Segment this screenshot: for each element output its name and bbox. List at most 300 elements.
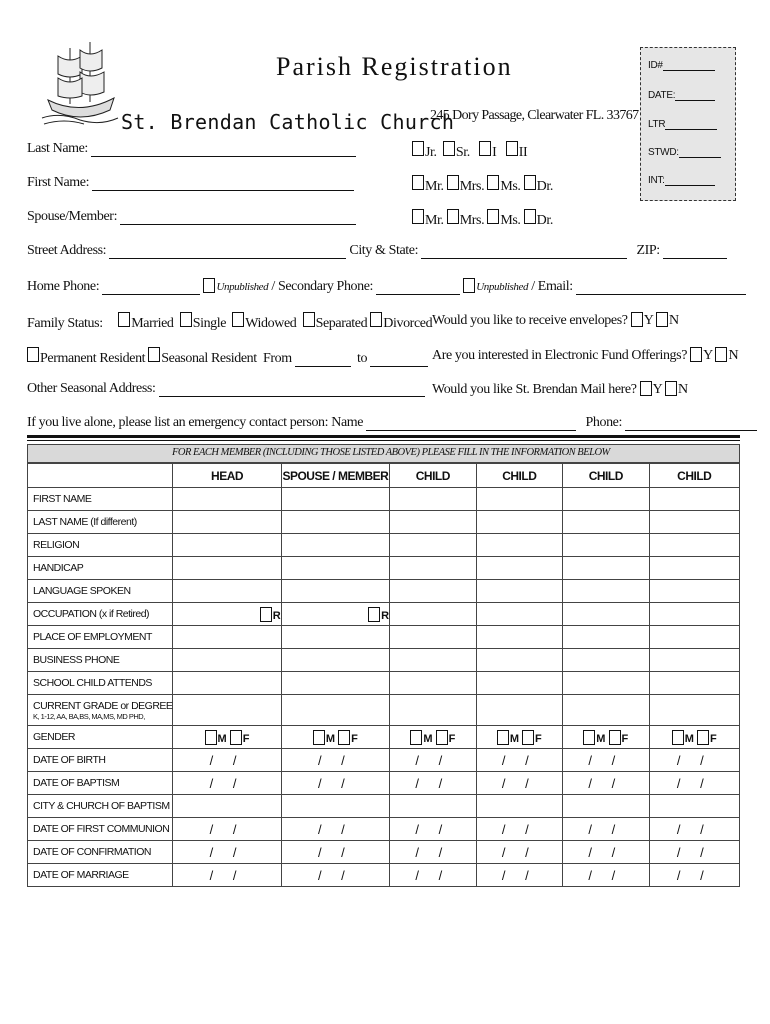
permanent-resident-label: Permanent Resident	[40, 351, 146, 366]
member-cell[interactable]	[476, 772, 562, 795]
member-cell[interactable]	[476, 818, 562, 841]
row-label	[28, 649, 173, 672]
section-divider-thin	[27, 440, 740, 441]
home-unpublished-label: Unpublished	[216, 281, 269, 293]
mrs-label: Mrs.	[459, 179, 485, 194]
member-cell[interactable]	[173, 749, 281, 772]
male-checkbox[interactable]	[672, 730, 684, 745]
table-row	[28, 772, 740, 795]
spouse-field[interactable]	[120, 211, 356, 225]
date-slashes: / /	[588, 752, 624, 768]
member-cell[interactable]	[476, 672, 562, 695]
eft-question	[432, 347, 738, 364]
member-cell[interactable]	[390, 818, 476, 841]
date-slashes: / /	[317, 775, 353, 791]
member-cell[interactable]	[173, 695, 281, 726]
member-table	[27, 463, 740, 887]
first-name-field[interactable]	[92, 177, 354, 191]
married-label: Married	[131, 316, 174, 331]
row-label-text: HANDICAP	[33, 562, 84, 574]
date-slashes: / /	[588, 867, 624, 883]
row-label	[28, 795, 173, 818]
female-checkbox[interactable]	[338, 730, 350, 745]
address-row	[27, 243, 727, 259]
member-cell[interactable]	[390, 749, 476, 772]
row-label-text: DATE OF BAPTISM	[33, 777, 120, 789]
member-cell[interactable]	[649, 772, 739, 795]
member-cell[interactable]	[173, 672, 281, 695]
spouse-mr-label: Mr.	[425, 213, 444, 228]
from-field[interactable]	[295, 353, 351, 367]
member-cell[interactable]	[390, 626, 476, 649]
member-cell[interactable]	[563, 749, 649, 772]
member-cell[interactable]	[173, 534, 281, 557]
male-label: M	[596, 732, 606, 745]
member-cell[interactable]	[563, 841, 649, 864]
male-label: M	[217, 732, 227, 745]
phone-row	[27, 278, 746, 295]
widowed-label: Widowed	[245, 316, 297, 331]
office-use-box	[640, 47, 736, 201]
member-cell[interactable]	[390, 488, 476, 511]
member-cell[interactable]	[476, 488, 562, 511]
jr-label: Jr.	[425, 145, 437, 160]
member-cell[interactable]	[390, 695, 476, 726]
date-slashes: / /	[415, 775, 451, 791]
home-phone-label: Home Phone:	[27, 279, 100, 294]
member-cell[interactable]	[563, 726, 649, 749]
row-label-text: RELIGION	[33, 539, 80, 551]
male-checkbox[interactable]	[583, 730, 595, 745]
date-slashes: / /	[415, 752, 451, 768]
seasonal-resident-checkbox[interactable]	[148, 347, 160, 362]
col-spouse: SPOUSE / MEMBER	[281, 464, 389, 488]
row-label	[28, 864, 173, 887]
home-unpublished-checkbox[interactable]	[203, 278, 215, 293]
row-label	[28, 726, 173, 749]
row-label	[28, 695, 173, 726]
row-label-text: CURRENT GRADE or DEGREE	[33, 699, 173, 712]
spouse-dr-checkbox[interactable]	[524, 209, 536, 224]
mail-question	[432, 381, 688, 398]
row-label	[28, 580, 173, 603]
member-cell[interactable]	[390, 557, 476, 580]
row-label	[28, 772, 173, 795]
spouse-row	[27, 209, 356, 225]
female-checkbox[interactable]	[609, 730, 621, 745]
member-cell[interactable]	[649, 534, 739, 557]
stwd-label: STWD:	[648, 147, 679, 158]
row-label-text: BUSINESS PHONE	[33, 654, 120, 666]
emergency-name-field[interactable]	[366, 417, 576, 431]
member-cell[interactable]	[281, 603, 389, 626]
spouse-label: Spouse/Member:	[27, 209, 118, 224]
date-slashes: / /	[415, 844, 451, 860]
female-checkbox[interactable]	[697, 730, 709, 745]
member-cell[interactable]	[649, 603, 739, 626]
date-slashes: / /	[676, 752, 712, 768]
female-label: F	[621, 732, 629, 745]
row-label	[28, 603, 173, 626]
col-head: HEAD	[173, 464, 281, 488]
ii-checkbox[interactable]	[506, 141, 518, 156]
member-cell[interactable]	[390, 772, 476, 795]
member-cell[interactable]	[563, 580, 649, 603]
member-cell[interactable]	[649, 580, 739, 603]
spouse-mrs-checkbox[interactable]	[447, 209, 459, 224]
row-label	[28, 841, 173, 864]
eft-yes-label: Y	[703, 348, 713, 363]
envelopes-question	[432, 312, 679, 329]
title-options-2	[412, 209, 553, 229]
church-name: St. Brendan Catholic Church	[121, 110, 455, 134]
ii-label: II	[518, 145, 528, 160]
member-cell[interactable]	[173, 726, 281, 749]
separated-checkbox[interactable]	[303, 312, 315, 327]
member-cell[interactable]	[563, 603, 649, 626]
member-cell[interactable]	[563, 534, 649, 557]
row-label	[28, 511, 173, 534]
residency-row	[27, 347, 428, 367]
married-checkbox[interactable]	[118, 312, 130, 327]
ms-checkbox[interactable]	[487, 175, 499, 190]
sr-checkbox[interactable]	[443, 141, 455, 156]
row-label	[28, 818, 173, 841]
table-row	[28, 726, 740, 749]
row-label-text: LAST NAME (If different)	[33, 516, 137, 528]
member-cell[interactable]	[476, 841, 562, 864]
member-cell[interactable]	[390, 649, 476, 672]
member-cell[interactable]	[476, 511, 562, 534]
envelopes-no-label: N	[669, 313, 679, 328]
retired-label: R	[272, 609, 281, 622]
home-phone-field[interactable]	[102, 281, 200, 295]
col-child-1: CHILD	[390, 464, 476, 488]
to-label: to	[357, 351, 368, 366]
member-cell[interactable]	[173, 772, 281, 795]
member-cell[interactable]	[476, 749, 562, 772]
secondary-unpublished-checkbox[interactable]	[463, 278, 475, 293]
male-checkbox[interactable]	[410, 730, 422, 745]
mr-checkbox[interactable]	[412, 175, 424, 190]
seasonal-resident-label: Seasonal Resident	[161, 351, 257, 366]
mrs-checkbox[interactable]	[447, 175, 459, 190]
member-cell[interactable]	[281, 841, 389, 864]
member-cell[interactable]	[390, 672, 476, 695]
member-cell[interactable]	[281, 488, 389, 511]
member-cell[interactable]	[390, 841, 476, 864]
row-label	[28, 557, 173, 580]
col-child-2: CHILD	[476, 464, 562, 488]
divorced-checkbox[interactable]	[370, 312, 382, 327]
date-slashes: / /	[415, 867, 451, 883]
member-cell[interactable]	[281, 864, 389, 887]
date-slashes: / /	[501, 867, 537, 883]
row-label-text: PLACE OF EMPLOYMENT	[33, 631, 152, 643]
member-cell[interactable]	[476, 557, 562, 580]
member-cell[interactable]	[649, 511, 739, 534]
spouse-ms-checkbox[interactable]	[487, 209, 499, 224]
member-cell[interactable]	[281, 818, 389, 841]
table-row	[28, 749, 740, 772]
date-slashes: / /	[588, 775, 624, 791]
member-cell[interactable]	[563, 795, 649, 818]
secondary-phone-field[interactable]	[376, 281, 460, 295]
zip-field[interactable]	[663, 245, 727, 259]
member-cell[interactable]	[476, 603, 562, 626]
mail-yes-checkbox[interactable]	[640, 381, 652, 396]
table-row	[28, 795, 740, 818]
member-cell[interactable]	[476, 626, 562, 649]
female-label: F	[448, 732, 456, 745]
date-slashes: / /	[317, 844, 353, 860]
retired-checkbox[interactable]	[260, 607, 272, 622]
eft-yes-checkbox[interactable]	[690, 347, 702, 362]
single-label: Single	[192, 316, 227, 331]
first-name-label: First Name:	[27, 175, 90, 190]
member-cell[interactable]	[281, 557, 389, 580]
male-label: M	[325, 732, 336, 745]
int-label: INT:	[648, 175, 665, 186]
from-label: From	[262, 351, 292, 366]
last-name-row	[27, 141, 356, 157]
table-row	[28, 511, 740, 534]
section-divider	[27, 435, 740, 438]
row-label-text: DATE OF BIRTH	[33, 754, 106, 766]
member-cell[interactable]	[390, 580, 476, 603]
ms-label: Ms.	[500, 179, 521, 194]
date-slashes: / /	[588, 821, 624, 837]
street-field[interactable]	[109, 245, 346, 259]
date-slashes: / /	[676, 844, 712, 860]
table-row	[28, 649, 740, 672]
member-cell[interactable]	[563, 672, 649, 695]
member-cell[interactable]	[281, 511, 389, 534]
member-cell[interactable]	[173, 818, 281, 841]
row-label-text: SCHOOL CHILD ATTENDS	[33, 677, 152, 689]
member-cell[interactable]	[281, 749, 389, 772]
member-cell[interactable]	[173, 864, 281, 887]
date-slashes: / /	[209, 867, 245, 883]
member-cell[interactable]	[173, 603, 281, 626]
i-label: I	[492, 145, 497, 160]
id-label: ID#	[648, 60, 663, 71]
member-cell[interactable]	[281, 726, 389, 749]
date-label: DATE:	[648, 90, 676, 101]
member-cell[interactable]	[173, 649, 281, 672]
first-name-row	[27, 175, 354, 191]
member-cell[interactable]	[281, 649, 389, 672]
envelopes-yes-label: Y	[643, 313, 653, 328]
member-cell[interactable]	[281, 772, 389, 795]
member-cell[interactable]	[390, 534, 476, 557]
retired-checkbox[interactable]	[368, 607, 380, 622]
col-child-3: CHILD	[563, 464, 649, 488]
dr-checkbox[interactable]	[524, 175, 536, 190]
date-slashes: / /	[676, 867, 712, 883]
female-checkbox[interactable]	[522, 730, 534, 745]
table-row	[28, 626, 740, 649]
permanent-resident-checkbox[interactable]	[27, 347, 39, 362]
date-slashes: / /	[209, 752, 245, 768]
jr-checkbox[interactable]	[412, 141, 424, 156]
widowed-checkbox[interactable]	[232, 312, 244, 327]
female-checkbox[interactable]	[436, 730, 448, 745]
member-cell[interactable]	[281, 626, 389, 649]
row-label-text: DATE OF FIRST COMMUNION	[33, 823, 170, 835]
sr-label: Sr.	[455, 145, 470, 160]
eft-no-checkbox[interactable]	[715, 347, 727, 362]
member-cell[interactable]	[563, 772, 649, 795]
member-cell[interactable]	[649, 726, 739, 749]
city-state-label: City & State:	[349, 243, 419, 258]
member-cell[interactable]	[649, 695, 739, 726]
spouse-dr-label: Dr.	[536, 213, 553, 228]
secondary-unpublished-label: Unpublished	[476, 281, 529, 293]
member-cell[interactable]	[390, 795, 476, 818]
row-label-text: DATE OF CONFIRMATION	[33, 846, 151, 858]
member-cell[interactable]	[563, 649, 649, 672]
table-row	[28, 557, 740, 580]
member-cell[interactable]	[476, 649, 562, 672]
member-cell[interactable]	[173, 580, 281, 603]
member-cell[interactable]	[476, 795, 562, 818]
member-cell[interactable]	[563, 864, 649, 887]
to-field[interactable]	[370, 353, 428, 367]
member-cell[interactable]	[649, 864, 739, 887]
emergency-row	[27, 415, 757, 431]
member-cell[interactable]	[649, 795, 739, 818]
i-checkbox[interactable]	[479, 141, 491, 156]
row-label-text: FIRST NAME	[33, 493, 92, 505]
grade-hint: K, 1-12, AA, BA,BS, MA,MS, MD PHD,	[33, 711, 145, 721]
table-row	[28, 580, 740, 603]
member-cell[interactable]	[476, 695, 562, 726]
row-label	[28, 534, 173, 557]
member-cell[interactable]	[649, 488, 739, 511]
member-cell[interactable]	[649, 672, 739, 695]
envelopes-yes-checkbox[interactable]	[631, 312, 643, 327]
other-seasonal-label: Other Seasonal Address:	[27, 381, 156, 396]
male-label: M	[509, 732, 519, 745]
member-cell[interactable]	[563, 557, 649, 580]
row-label-text: GENDER	[33, 731, 75, 743]
male-checkbox[interactable]	[497, 730, 509, 745]
female-label: F	[710, 732, 717, 745]
other-seasonal-row	[27, 381, 425, 397]
emergency-phone-field[interactable]	[625, 417, 757, 431]
member-cell[interactable]	[649, 557, 739, 580]
zip-label: ZIP:	[636, 243, 660, 258]
member-cell[interactable]	[476, 534, 562, 557]
table-row	[28, 695, 740, 726]
city-state-field[interactable]	[421, 245, 627, 259]
member-cell[interactable]	[390, 603, 476, 626]
member-cell[interactable]	[649, 626, 739, 649]
member-cell[interactable]	[563, 488, 649, 511]
member-cell[interactable]	[173, 488, 281, 511]
member-cell[interactable]	[281, 795, 389, 818]
member-cell[interactable]	[476, 864, 562, 887]
envelopes-label: Would you like to receive envelopes?	[432, 313, 628, 328]
male-checkbox[interactable]	[205, 730, 217, 745]
member-cell[interactable]	[649, 649, 739, 672]
table-row	[28, 841, 740, 864]
envelopes-no-checkbox[interactable]	[656, 312, 668, 327]
other-seasonal-field[interactable]	[159, 383, 425, 397]
suffix-options	[412, 141, 527, 161]
date-slashes: / /	[317, 752, 353, 768]
table-row	[28, 864, 740, 887]
member-cell[interactable]	[281, 534, 389, 557]
row-label	[28, 749, 173, 772]
male-checkbox[interactable]	[313, 730, 325, 745]
member-cell[interactable]	[281, 580, 389, 603]
street-label: Street Address:	[27, 243, 107, 258]
member-cell[interactable]	[476, 726, 562, 749]
col-child-4: CHILD	[649, 464, 739, 488]
table-caption: FOR EACH MEMBER (INCLUDING THOSE LISTED ABOVE) PLEASE FILL IN THE INFORMATION BELOW	[172, 447, 610, 458]
email-field[interactable]	[576, 281, 746, 295]
family-status-label: Family Status:	[27, 316, 103, 331]
last-name-field[interactable]	[91, 143, 356, 157]
female-label: F	[535, 732, 542, 745]
date-slashes: / /	[588, 844, 624, 860]
date-slashes: / /	[209, 844, 245, 860]
member-cell[interactable]	[563, 818, 649, 841]
member-cell[interactable]	[173, 841, 281, 864]
member-cell[interactable]	[390, 726, 476, 749]
table-row	[28, 818, 740, 841]
member-cell[interactable]	[281, 672, 389, 695]
ship-logo	[40, 38, 120, 128]
male-label: M	[423, 732, 433, 745]
table-row	[28, 672, 740, 695]
row-label	[28, 672, 173, 695]
member-cell[interactable]	[173, 511, 281, 534]
member-cell[interactable]	[281, 695, 389, 726]
spouse-mr-checkbox[interactable]	[412, 209, 424, 224]
date-slashes: / /	[317, 867, 353, 883]
mail-no-checkbox[interactable]	[665, 381, 677, 396]
female-checkbox[interactable]	[230, 730, 242, 745]
member-cell[interactable]	[476, 580, 562, 603]
member-cell[interactable]	[173, 557, 281, 580]
member-cell[interactable]	[173, 795, 281, 818]
corner-cell	[28, 464, 173, 488]
member-cell[interactable]	[563, 626, 649, 649]
member-cell[interactable]	[563, 695, 649, 726]
member-cell[interactable]	[649, 749, 739, 772]
member-cell[interactable]	[649, 818, 739, 841]
row-label-text: OCCUPATION (x if Retired)	[33, 608, 150, 620]
secondary-phone-label: / Secondary Phone:	[271, 279, 374, 294]
email-label: / Email:	[531, 279, 573, 294]
mail-yes-label: Y	[652, 382, 662, 397]
single-checkbox[interactable]	[180, 312, 192, 327]
table-header-row	[28, 464, 740, 488]
member-cell[interactable]	[649, 841, 739, 864]
row-label	[28, 488, 173, 511]
member-cell[interactable]	[390, 511, 476, 534]
member-cell[interactable]	[563, 511, 649, 534]
date-slashes: / /	[501, 821, 537, 837]
spouse-ms-label: Ms.	[500, 213, 521, 228]
member-cell[interactable]	[173, 626, 281, 649]
date-slashes: / /	[501, 775, 537, 791]
member-cell[interactable]	[390, 864, 476, 887]
table-row	[28, 534, 740, 557]
